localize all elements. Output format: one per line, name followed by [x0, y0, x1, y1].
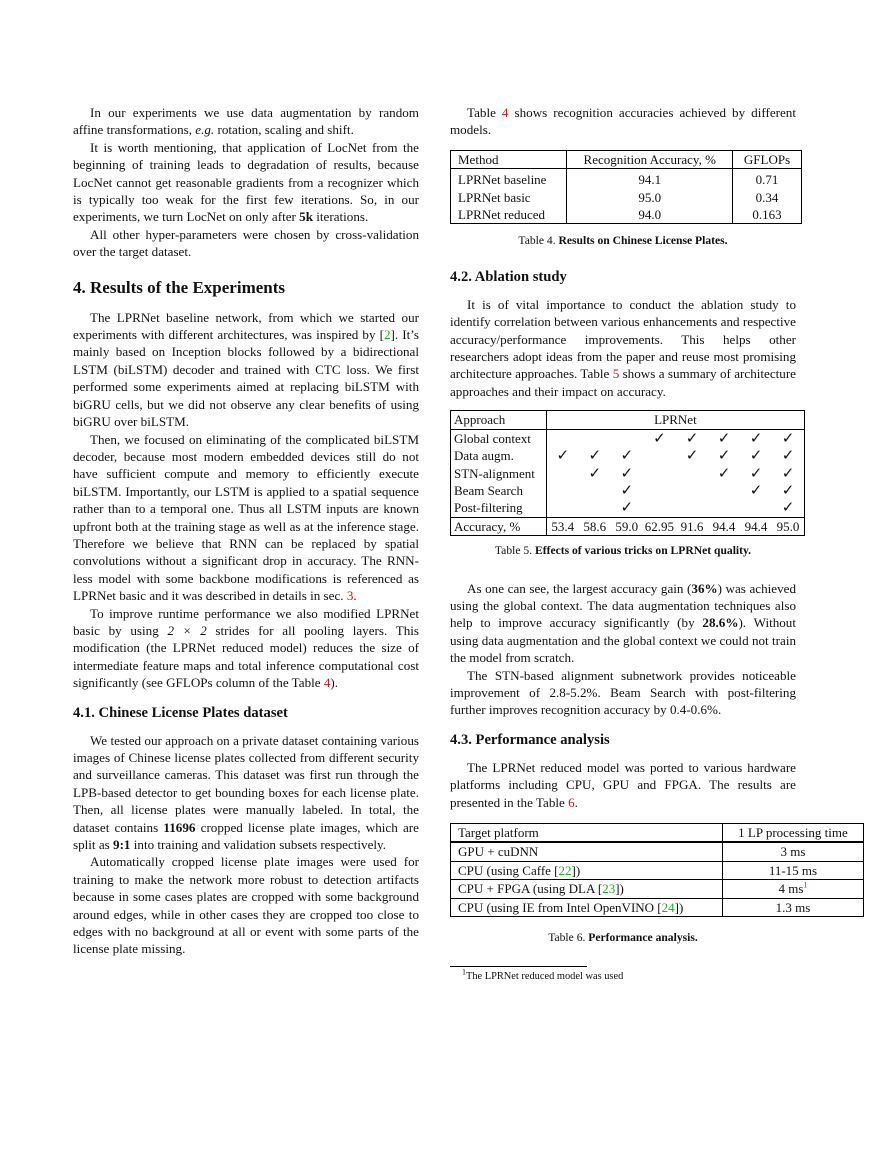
table-row — [451, 482, 805, 499]
table-row — [451, 842, 864, 861]
checkmark-icon: ✓ — [772, 465, 805, 482]
time-cell: 3 ms — [722, 842, 863, 861]
accuracy-value: 91.6 — [676, 517, 708, 535]
table-5 — [450, 410, 805, 536]
accuracy-row — [451, 517, 805, 535]
table-ref-link[interactable]: 6 — [568, 794, 575, 810]
empty-cell — [611, 429, 643, 447]
row-label: Global context — [451, 429, 547, 447]
paragraph: All other hyper-parameters were chosen by cross-validation over the target dataset. — [73, 226, 419, 260]
empty-cell — [676, 465, 708, 482]
accuracy-value: 94.4 — [708, 517, 740, 535]
platform-cell: CPU (using IE from Intel OpenVINO [24]) — [451, 898, 723, 916]
checkmark-icon: ✓ — [740, 429, 772, 447]
table-ref-link[interactable]: 4 — [323, 675, 331, 691]
empty-cell — [740, 499, 772, 517]
checkmark-icon: ✓ — [717, 463, 731, 482]
checkmark-icon: ✓ — [676, 429, 708, 447]
table-row — [451, 429, 805, 447]
paragraph: The LPRNet baseline network, from which we started our experiments with different architectures, was inspired by [2]. It’s mainly based on Inception blocks followed by a bidirectional LSTM (biLSTM) decoder and trained with CTC loss. We first performed some experiments aimed at replacing biLSTM with biGRU cells, but we did not observe any clear benefits of using biGRU over biLSTM. — [73, 309, 419, 430]
accuracy-value: 94.4 — [740, 517, 772, 535]
subsection-heading: 4.3. Performance analysis — [450, 731, 610, 748]
table-row — [451, 206, 802, 224]
table-cell: LPRNet basic — [451, 189, 567, 206]
empty-cell — [676, 499, 708, 517]
table-row — [451, 447, 805, 464]
table-cell: 95.0 — [567, 189, 733, 206]
checkmark-icon: ✓ — [749, 480, 763, 499]
paragraph: Table 4 shows recognition accuracies achieved by different models. — [450, 105, 796, 138]
paragraph: To improve runtime performance we also modified LPRNet basic by using 2 × 2 strides for all pooling layers. This modification (the LPRNet reduced model) reduces the size of intermediate feature maps and total inference computational cost significantly (see GFLOPs column of the Table 4). — [73, 605, 419, 691]
row-label: STN-alignment — [451, 465, 547, 482]
table-cell: 94.0 — [567, 206, 733, 224]
table-header-row — [451, 411, 805, 429]
empty-cell — [643, 499, 676, 517]
table-cell: LPRNet reduced — [451, 206, 567, 224]
paragraph: As one can see, the largest accuracy gain (36%) was achieved using the global context. The data augmentation techniques also help to improve accuracy significantly (by 28.6%). Without using data augmentation and the global context we could not train the model from scratch. — [450, 580, 796, 666]
checkmark-icon: ✓ — [772, 482, 805, 499]
checkmark-icon: ✓ — [643, 429, 676, 447]
empty-cell — [579, 482, 611, 499]
paragraph: The LPRNet reduced model was ported to various hardware platforms including CPU, GPU and FPGA. The results are presented in the Table 6. — [450, 759, 796, 810]
row-label: Beam Search — [451, 482, 547, 499]
empty-cell — [546, 465, 579, 482]
checkmark-icon: ✓ — [717, 446, 731, 465]
left-column — [73, 104, 419, 958]
accuracy-value: 62.95 — [644, 518, 674, 534]
checkmark-icon: ✓ — [772, 447, 805, 464]
footnote-rule — [450, 966, 587, 967]
section-heading: 4. Results of the Experiments — [73, 277, 286, 297]
empty-cell — [708, 482, 740, 499]
table-header: Method — [451, 150, 567, 168]
table-caption: Table 6. Performance analysis. — [548, 931, 698, 945]
accuracy-value: 59.0 — [611, 517, 643, 535]
checkmark-icon: ✓ — [772, 499, 805, 517]
table-row — [451, 499, 805, 517]
empty-cell — [579, 429, 611, 447]
checkmark-icon: ✓ — [620, 463, 634, 482]
checkmark-icon: ✓ — [685, 446, 699, 465]
empty-cell — [643, 465, 676, 482]
table-caption: Table 4. Results on Chinese License Plates. — [518, 234, 728, 248]
table-4 — [450, 150, 802, 225]
paragraph: In our experiments we use data augmentation by random affine transformations, e.g. rotation, scaling and shift. — [73, 105, 419, 138]
checkmark-icon: ✓ — [708, 429, 740, 447]
checkmark-icon: ✓ — [588, 446, 602, 465]
footnote: $^1$The LPRNet reduced model was used — [462, 967, 624, 983]
empty-cell — [546, 499, 579, 517]
table-row — [451, 189, 802, 206]
time-cell: 11-15 ms — [722, 861, 863, 879]
table-ref-link[interactable]: 4 — [501, 105, 509, 120]
checkmark-icon: ✓ — [749, 446, 763, 465]
table-cell: 94.1 — [567, 169, 733, 189]
table-header: LPRNet — [546, 411, 804, 429]
table-row — [451, 861, 864, 879]
table-row — [451, 898, 864, 916]
empty-cell — [676, 482, 708, 499]
checkmark-icon: ✓ — [772, 429, 805, 447]
citation-link[interactable]: 22 — [558, 862, 572, 878]
row-label: Accuracy, % — [451, 517, 547, 535]
table-6 — [450, 823, 864, 917]
paragraph: Automatically cropped license plate images were used for training to make the network more robust to detection artifacts because in some cases plates are cropped with some background around edges, while in other cases they are cropped too close to edges with no background at all or event with some parts of the license plate missing. — [73, 854, 419, 957]
checkmark-icon: ✓ — [556, 446, 570, 465]
checkmark-icon: ✓ — [588, 463, 602, 482]
subsection-heading: 4.2. Ablation study — [450, 268, 567, 285]
row-label: Data augm. — [451, 447, 547, 464]
table-caption: Table 5. Effects of various tricks on LPRNet quality. — [494, 544, 752, 558]
table-header: Target platform — [451, 824, 723, 843]
subsection-heading: 4.1. Chinese License Plates dataset — [73, 704, 288, 721]
table-cell: 0.34 — [733, 189, 802, 206]
footnote-mark[interactable]: 1 — [803, 880, 808, 890]
table-header: Recognition Accuracy, % — [567, 150, 733, 168]
citation-link[interactable]: 2 — [383, 327, 391, 343]
table-header: 1 LP processing time — [722, 824, 863, 843]
checkmark-icon: ✓ — [749, 463, 763, 482]
table-row — [451, 169, 802, 189]
accuracy-value: 95.0 — [772, 517, 805, 535]
empty-cell — [643, 482, 676, 499]
table-ref-link[interactable]: 5 — [612, 366, 620, 382]
table-header: GFLOPs — [733, 150, 802, 168]
citation-link[interactable]: 23 — [602, 881, 616, 897]
empty-cell — [708, 499, 740, 517]
time-cell: 1.3 ms — [722, 898, 863, 916]
platform-cell: GPU + cuDNN — [451, 842, 723, 861]
checkmark-icon: ✓ — [620, 498, 634, 517]
table-row — [451, 880, 864, 898]
table-cell: 0.163 — [733, 206, 802, 224]
platform-cell: CPU (using Caffe [22]) — [451, 861, 723, 879]
table-row — [451, 465, 805, 482]
citation-link[interactable]: 24 — [661, 899, 675, 915]
empty-cell — [643, 447, 676, 464]
paragraph: Then, we focused on eliminating of the complicated biLSTM decoder, because most modern embedded devices still do not have sufficient compute and memory to efficiently execute biLSTM. Importantly, our LSTM is applied to a spatial sequence rather than to a temporal one. Thus all LSTM inputs are known upfront both at the training stage as well as at the inference stage. Therefore we believe that RNN can be replaced by spatial convolutions without a significant drop in accuracy. The RNN-less model with some backbone modifications is referenced as LPRNet basic and it was described in details in sec. 3. — [73, 431, 419, 604]
table-cell: LPRNet baseline — [451, 169, 567, 189]
row-label: Post-filtering — [451, 499, 547, 517]
empty-cell — [546, 482, 579, 499]
checkmark-icon: ✓ — [620, 480, 634, 499]
empty-cell — [579, 499, 611, 517]
empty-cell — [546, 429, 579, 447]
checkmark-icon: ✓ — [620, 446, 634, 465]
accuracy-value: 53.4 — [546, 517, 579, 535]
paragraph: It is worth mentioning, that application of LocNet from the beginning of training leads to degradation of results, because LocNet cannot get reasonable gradients from a recognizer which is typically too weak for the first few iterations. So, in our experiments, we turn LocNet on only after 5k iterations. — [73, 139, 419, 225]
right-column — [450, 104, 848, 983]
platform-cell: CPU + FPGA (using DLA [23]) — [451, 880, 723, 898]
time-cell: 4 ms$^1$ — [722, 880, 863, 898]
paragraph: We tested our approach on a private dataset containing various images of Chinese license plates collected from different security and surveillance cameras. This dataset was first run through the LPB-based detector to get bounding boxes for each license plate. Then, all license plates were manually labeled. In total, the dataset contains 11696 cropped license plate images, which are split as 9:1 into training and validation subsets respectively. — [73, 732, 419, 853]
table-cell: 0.71 — [733, 169, 802, 189]
section-ref-link[interactable]: 3 — [346, 588, 354, 604]
paragraph: The STN-based alignment subnetwork provides noticeable improvement of 2.8-5.2%. Beam Search with post-filtering further improves recognition accuracy by 0.4-0.6%. — [450, 667, 796, 718]
paragraph: It is of vital importance to conduct the ablation study to identify correlation between various enhancements and respective accuracy/performance improvements. This helps other researchers adopt ideas from the paper and reuse most promising architecture approaches. Table 5 shows a summary of architecture approaches and their impact on accuracy. — [450, 296, 796, 399]
accuracy-value: 58.6 — [579, 517, 611, 535]
table-header: Approach — [451, 411, 547, 429]
